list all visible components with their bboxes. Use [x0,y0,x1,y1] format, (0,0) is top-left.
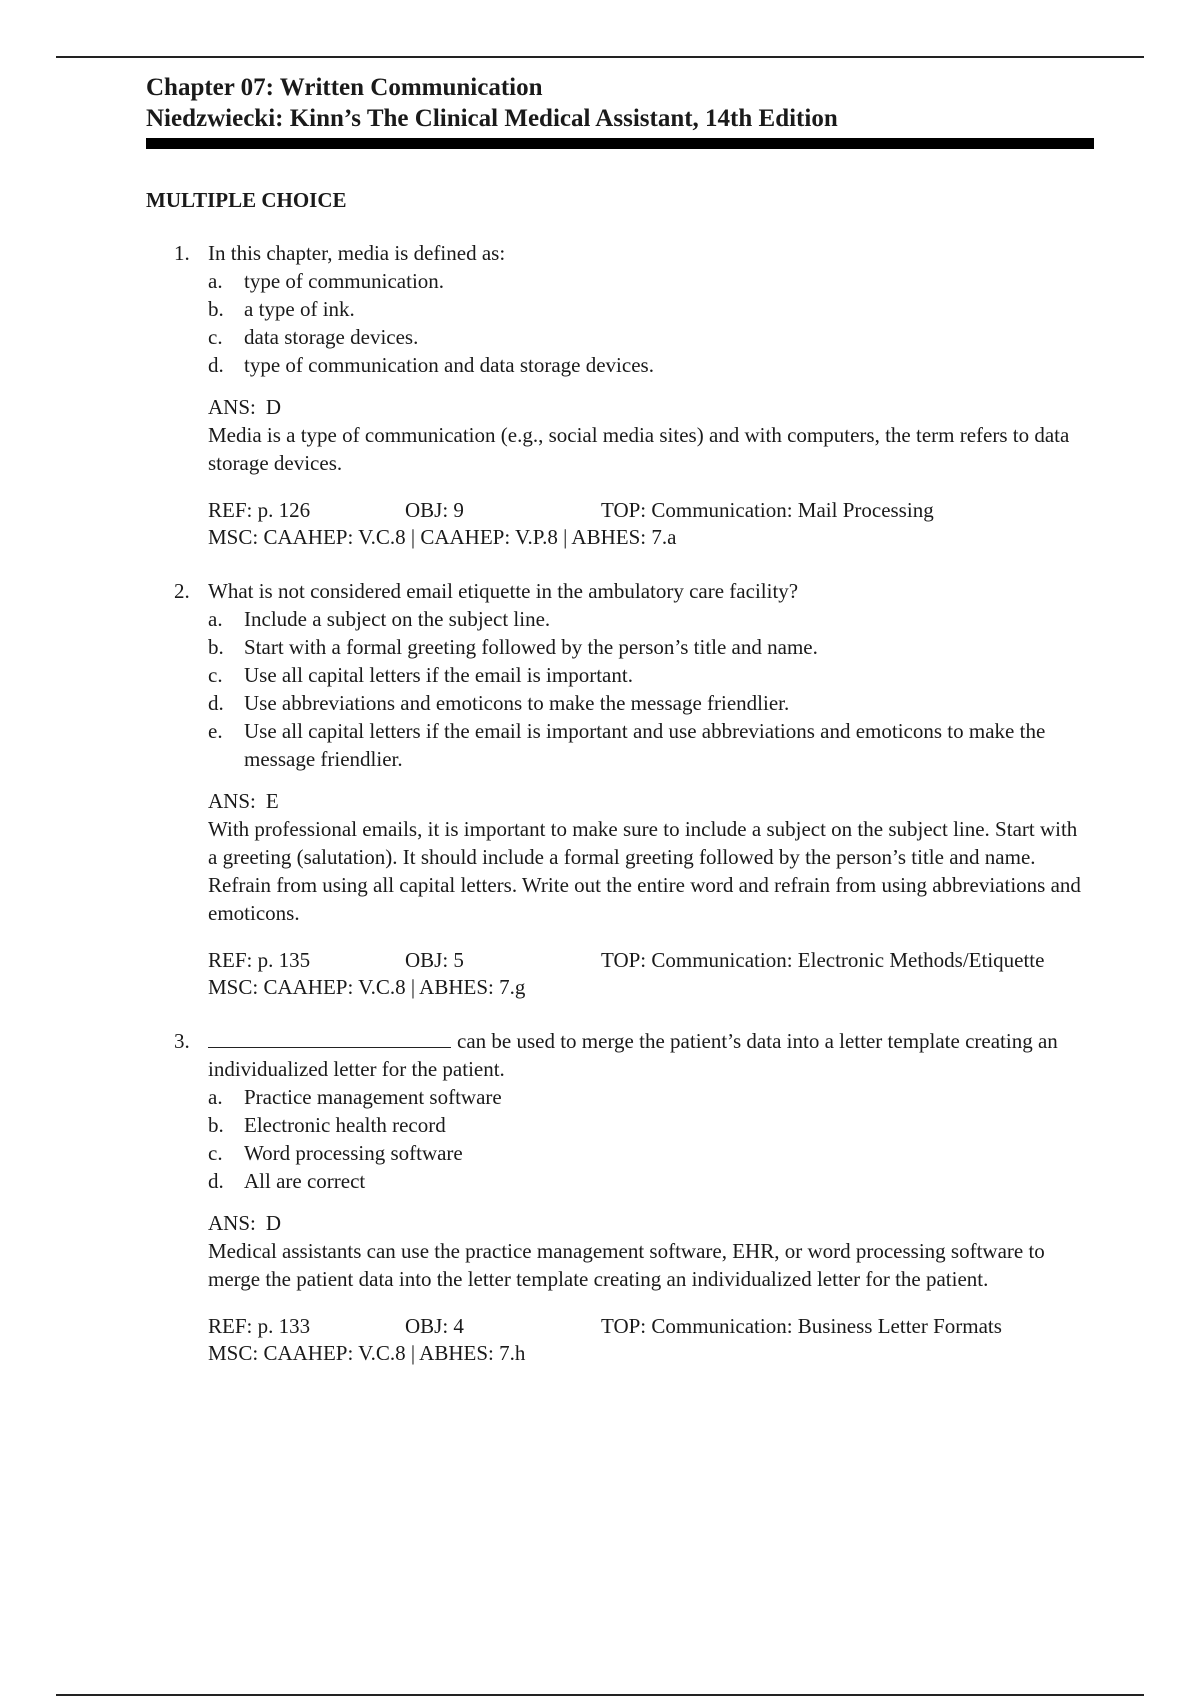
option-text: Start with a formal greeting followed by the person’s title and name. [244,635,818,659]
option-text: Word processing software [244,1141,463,1165]
option-text: type of communication and data storage devices. [244,353,654,377]
question-2 [146,577,1096,1001]
question-number: 3. [174,1029,190,1053]
answer-label: ANS: [208,789,256,813]
ref-field: REF: p. 126 [208,498,311,522]
bottom-rule [56,1694,1144,1696]
option-letter: b. [208,635,224,659]
obj-field: OBJ: 9 [405,498,464,522]
option-letter: c. [208,1141,223,1165]
answer-rationale: Media is a type of communication (e.g., social media sites) and with computers, the term refers to data storage devices. [208,423,1070,475]
option-list [208,267,1096,379]
msc-field: MSC: CAAHEP: V.C.8 | ABHES: 7.g [208,975,526,999]
top-rule [56,56,1144,58]
question-stem: What is not considered email etiquette in the ambulatory care facility? [208,579,799,603]
option-letter: c. [208,325,223,349]
msc-field: MSC: CAAHEP: V.C.8 | CAAHEP: V.P.8 | ABHES: 7.a [208,525,677,549]
option-letter: d. [208,353,224,377]
option-text: Practice management software [244,1085,502,1109]
answer-label: ANS: [208,395,256,419]
option-text: Use all capital letters if the email is important. [244,663,633,687]
question-stem: can be used to merge the patient’s data into a letter template creating an individualized letter for the patient. [208,1029,1058,1081]
topic-field: TOP: Communication: Mail Processing [601,498,934,522]
option-text: Include a subject on the subject line. [244,607,551,631]
msc-field: MSC: CAAHEP: V.C.8 | ABHES: 7.h [208,1341,526,1365]
option-item [208,633,1096,661]
answer-label: ANS: [208,1211,256,1235]
option-letter: e. [208,719,223,743]
option-list [208,1083,1096,1195]
option-item [208,1139,1096,1167]
answer-letter: D [265,1211,282,1235]
option-text: Use abbreviations and emoticons to make the message friendlier. [244,691,790,715]
option-letter: b. [208,297,224,321]
answer-rationale: Medical assistants can use the practice management software, EHR, or word processing software to merge the patient data into the letter template creating an individualized letter for the patient. [208,1239,1045,1291]
fill-in-blank [208,1029,451,1048]
option-item [208,605,1096,633]
option-item [208,267,1096,295]
option-list [208,605,1096,773]
option-letter: a. [208,1085,223,1109]
option-item [208,1083,1096,1111]
question-stem: In this chapter, media is defined as: [208,241,506,265]
option-item [208,661,1096,689]
topic-field: TOP: Communication: Business Letter Formats [601,1314,1002,1338]
question-3 [146,1027,1096,1367]
obj-field: OBJ: 5 [405,948,464,972]
option-item [208,295,1096,323]
option-letter: c. [208,663,223,687]
option-text: a type of ink. [244,297,355,321]
answer-rationale: With professional emails, it is important to make sure to include a subject on the subject line. Start with a greeting (salutation). It should include a formal greeting followed by the person’s title and name. Refrain from using all capital letters. Write out the entire word and refrain from using abbreviations and emoticons. [208,817,1081,925]
book-title: Niedzwiecki: Kinn’s The Clinical Medical Assistant, 14th Edition [146,105,838,132]
question-1 [146,239,1096,551]
option-text: Use all capital letters if the email is important and use abbreviations and emoticons to make the message friendlier. [244,719,1046,771]
option-item [208,1167,1096,1195]
option-letter: d. [208,1169,224,1193]
option-text: Electronic health record [244,1113,446,1137]
section-title: MULTIPLE CHOICE [146,188,347,212]
option-letter: a. [208,607,223,631]
option-text: type of communication. [244,269,445,293]
option-letter: b. [208,1113,224,1137]
option-letter: a. [208,269,223,293]
question-metadata [208,1313,1096,1367]
answer-letter: E [265,789,279,813]
answer-line [208,787,1096,815]
answer-line [208,1209,1096,1237]
question-number: 2. [174,579,190,603]
obj-field: OBJ: 4 [405,1314,464,1338]
ref-field: REF: p. 135 [208,948,311,972]
chapter-title: Chapter 07: Written Communication [146,74,543,101]
ref-field: REF: p. 133 [208,1314,311,1338]
option-item [208,323,1096,351]
option-item [208,1111,1096,1139]
option-text: data storage devices. [244,325,419,349]
option-item [208,351,1096,379]
question-metadata [208,497,1096,551]
option-item [208,689,1096,717]
question-number: 1. [174,241,190,265]
option-item [208,717,1096,773]
answer-line [208,393,1096,421]
header-bar [146,138,1094,149]
option-text: All are correct [244,1169,366,1193]
option-letter: d. [208,691,224,715]
question-metadata [208,947,1096,1001]
question-stem-line [208,1027,1096,1083]
document-page [146,72,1096,1367]
topic-field: TOP: Communication: Electronic Methods/Etiquette [601,948,1045,972]
answer-letter: D [265,395,282,419]
